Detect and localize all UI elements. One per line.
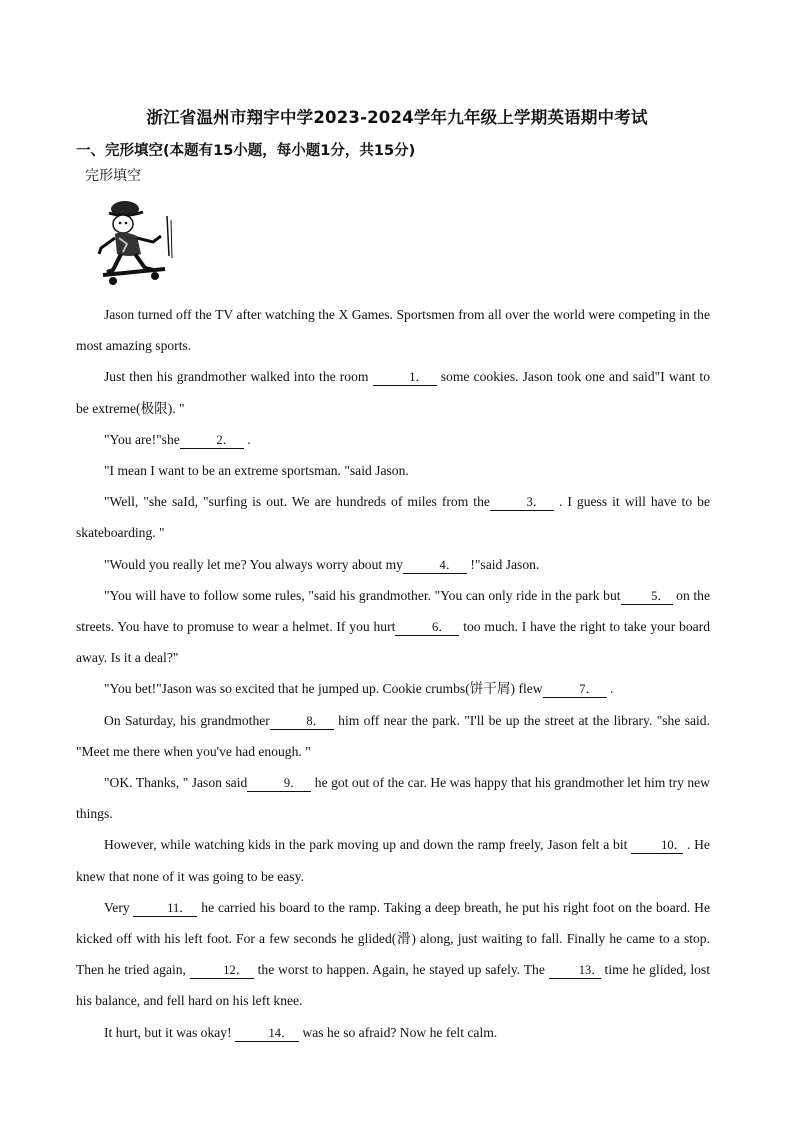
blank-12[interactable]: 12． [190, 963, 254, 979]
paragraph: On Saturday, his grandmother 8． him off near the park. "I'll be up the street at the library. "she said. "Meet me there when you've had enough. " [76, 712, 711, 759]
paragraph: "OK. Thanks, " Jason said 9． he got out of the car. He was happy that his grandmother let him try new things. [76, 775, 711, 822]
blank-8[interactable]: 8． [270, 714, 334, 730]
blank-7[interactable]: 7． [543, 682, 607, 698]
blank-3[interactable]: 3． [490, 495, 554, 511]
paragraph: Jason turned off the TV after watching the X Games. Sportsmen from all over the world were competing in the most amazing sports. [76, 307, 710, 354]
paragraph: "I mean I want to be an extreme sportsman. "said Jason. [104, 463, 409, 479]
paragraph: Very 11． he carried his board to the ramp. Taking a deep breath, he put his right foot on the board. He kicked off with his left foot. For a few seconds he glided(滑) along, just waiting to fall. Finally he came to a stop. Then he tried again, 12． the worst to happen. Again, he stayed up safely. The 13． time he glided, lost his balance, and fell hard on his left knee. [76, 899, 711, 1009]
blank-6[interactable]: 6． [395, 620, 459, 636]
section-heading: 一、完形填空(本题有15小题，每小题1分，共15分) [76, 143, 416, 159]
paragraph: "Well, "she saId, "surfing is out. We are hundreds of miles from the 3． . I guess it will have to be skateboarding. " [76, 494, 710, 541]
page-title: 浙江省温州市翔宇中学2023-2024学年九年级上学期英语期中考试 [146, 108, 648, 127]
subheading: 完形填空 [85, 168, 141, 184]
paragraph: It hurt, but it was okay! 14． was he so afraid? Now he felt calm. [104, 1024, 498, 1040]
blank-14[interactable]: 14． [235, 1026, 299, 1042]
blank-9[interactable]: 9． [247, 776, 311, 792]
blank-5[interactable]: 5． [621, 589, 673, 605]
boy-on-skateboard-illustration [95, 196, 175, 288]
blank-2[interactable]: 2． [180, 433, 244, 449]
paragraph: Just then his grandmother walked into the room 1． some cookies. Jason took one and said"I want to be extreme(极限). " [76, 369, 711, 416]
blank-4[interactable]: 4． [403, 558, 467, 574]
blank-10[interactable]: 10． [631, 838, 683, 854]
blank-11[interactable]: 11． [133, 901, 197, 917]
blank-1[interactable]: 1． [373, 370, 437, 386]
paragraph: "Would you really let me? You always worry about my 4． !"said Jason. [104, 556, 540, 572]
blank-13[interactable]: 13． [549, 963, 601, 979]
paragraph: "You are!"she 2． . [104, 431, 251, 447]
cloze-passage [76, 299, 710, 1048]
paragraph: "You will have to follow some rules, "said his grandmother. "You can only ride in the park but 5． on the streets. You have to promuse to wear a helmet. If you hurt 6． too much. I have the right to take your board away. Is it a deal?" [76, 587, 710, 666]
paragraph: However, while watching kids in the park moving up and down the ramp freely, Jason felt a bit 10． . He knew that none of it was going to be easy. [76, 837, 710, 884]
paragraph: "You bet!"Jason was so excited that he jumped up. Cookie crumbs(饼干屑) flew 7． . [104, 681, 614, 697]
